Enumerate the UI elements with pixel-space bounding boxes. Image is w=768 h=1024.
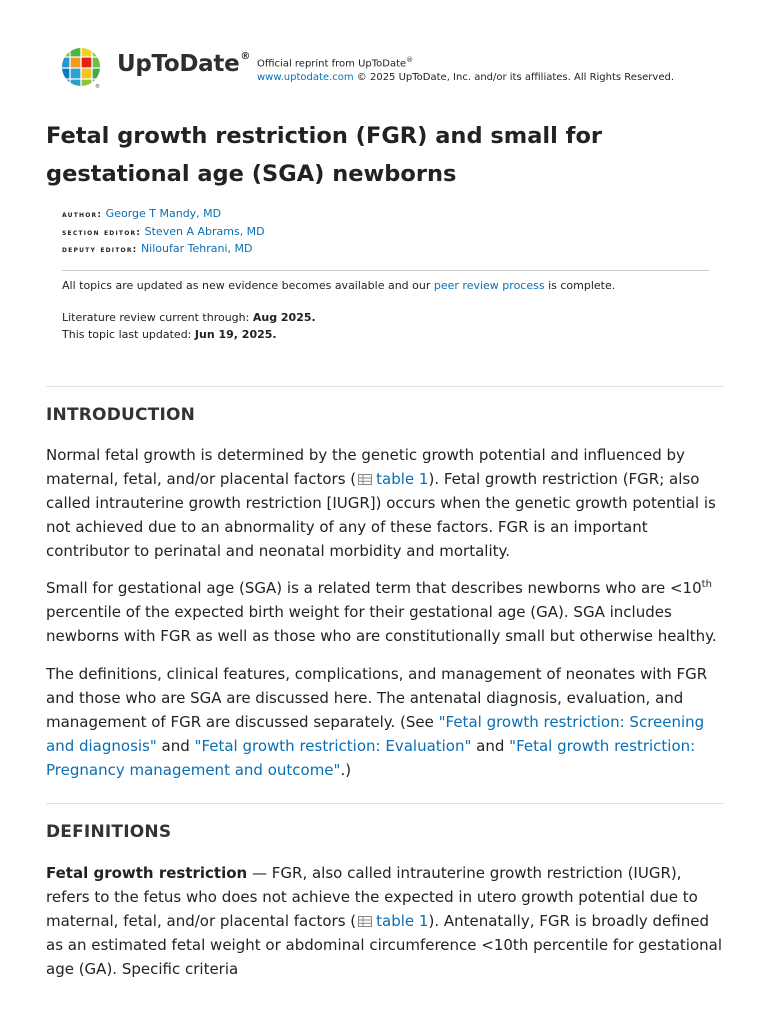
page-title: Fetal growth restriction (FGR) and small for gestational age (SGA) newborns bbox=[46, 123, 603, 187]
introduction-paragraph-3: The definitions, clinical features, complications, and management of neonates with FGR and those who are SGA are discussed here. The antenatal diagnosis, evaluation, and management of FGR are discussed separately. (See "Fetal growth restriction: Screening and diagnosis" and "Fetal growth restriction: Evaluation" and "Fetal growth restriction: Pregnancy management and outcome".) bbox=[46, 665, 708, 779]
section-divider bbox=[46, 386, 724, 387]
author-label: author: bbox=[62, 210, 103, 220]
uptodate-site-link[interactable]: www.uptodate.com bbox=[257, 72, 354, 84]
fgr-term: Fetal growth restriction bbox=[46, 864, 248, 882]
section-editor-line bbox=[62, 224, 265, 242]
introduction-paragraph-1: Normal fetal growth is determined by the genetic growth potential and influenced by maternal, fetal, and/or placental factors ( table 1). Fetal growth restriction (FGR; also called intrauterine growth restriction [IUGR]) occurs when the genetic growth potential is not achieved due to an abnormality of any of these factors. FGR is an important contributor to perinatal and neonatal morbidity and mortality. bbox=[46, 446, 716, 560]
last-updated-date: Jun 19, 2025. bbox=[194, 327, 277, 341]
table-1-link[interactable]: table 1 bbox=[376, 470, 429, 488]
definitions-heading: DEFINITIONS bbox=[46, 822, 172, 842]
svg-text:®: ® bbox=[95, 84, 100, 89]
introduction-paragraph-2: Small for gestational age (SGA) is a related term that describes newborns who are <10th percentile of the expected birth weight for their gestational age (GA). SGA includes newborns with FGR as well as those who are constitutionally small but otherwise healthy. bbox=[46, 579, 717, 645]
table-1-link[interactable]: table 1 bbox=[376, 912, 429, 930]
screening-diagnosis-link[interactable]: "Fetal growth restriction: Screening and diagnosis" bbox=[46, 713, 705, 755]
table-icon bbox=[358, 474, 372, 485]
topic-credits bbox=[62, 206, 265, 259]
credits-divider bbox=[62, 270, 709, 271]
deputy-editor-line bbox=[62, 241, 265, 259]
uptodate-logo-icon bbox=[60, 47, 102, 89]
table-icon bbox=[358, 916, 372, 927]
peer-review-link[interactable]: peer review process bbox=[433, 279, 545, 292]
review-dates: Literature review current through: Aug 2025. This topic last updated: Jun 19, 2025. bbox=[62, 311, 316, 341]
section-editor-link[interactable]: Steven A Abrams, MD bbox=[144, 224, 265, 238]
logo-wordmark: UpToDate® bbox=[117, 51, 251, 77]
update-note: All topics are updated as new evidence becomes available and our peer review process is complete. bbox=[62, 279, 616, 292]
author-link[interactable]: George T Mandy, MD bbox=[105, 207, 222, 220]
lit-review-date: Aug 2025. bbox=[252, 311, 316, 324]
deputy-editor-link[interactable]: Niloufar Tehrani, MD bbox=[140, 242, 253, 255]
definitions-paragraph-1: Fetal growth restriction — FGR, also called intrauterine growth restriction (IUGR), refers to the fetus who does not achieve the expected in utero growth potential due to maternal, fetal, and/or placental factors ( table 1). Antenatally, FGR is broadly defined as an estimated fetal weight or abdominal circumference <10th percentile for gestational age (GA). Specific criteria bbox=[46, 864, 722, 978]
section-editor-label: section editor: bbox=[62, 227, 142, 238]
pregnancy-management-link[interactable]: "Fetal growth restriction: Pregnancy management and outcome" bbox=[46, 737, 696, 779]
evaluation-link[interactable]: "Fetal growth restriction: Evaluation" bbox=[194, 737, 472, 755]
reprint-notice: Official reprint from UpToDate® www.uptodate.com © 2025 UpToDate, Inc. and/or its affiliates. All Rights Reserved. bbox=[257, 56, 675, 84]
page-header bbox=[60, 47, 720, 91]
section-divider bbox=[46, 803, 724, 804]
deputy-editor-label: deputy editor: bbox=[62, 245, 138, 255]
introduction-heading: INTRODUCTION bbox=[46, 405, 196, 425]
author-line bbox=[62, 206, 265, 224]
